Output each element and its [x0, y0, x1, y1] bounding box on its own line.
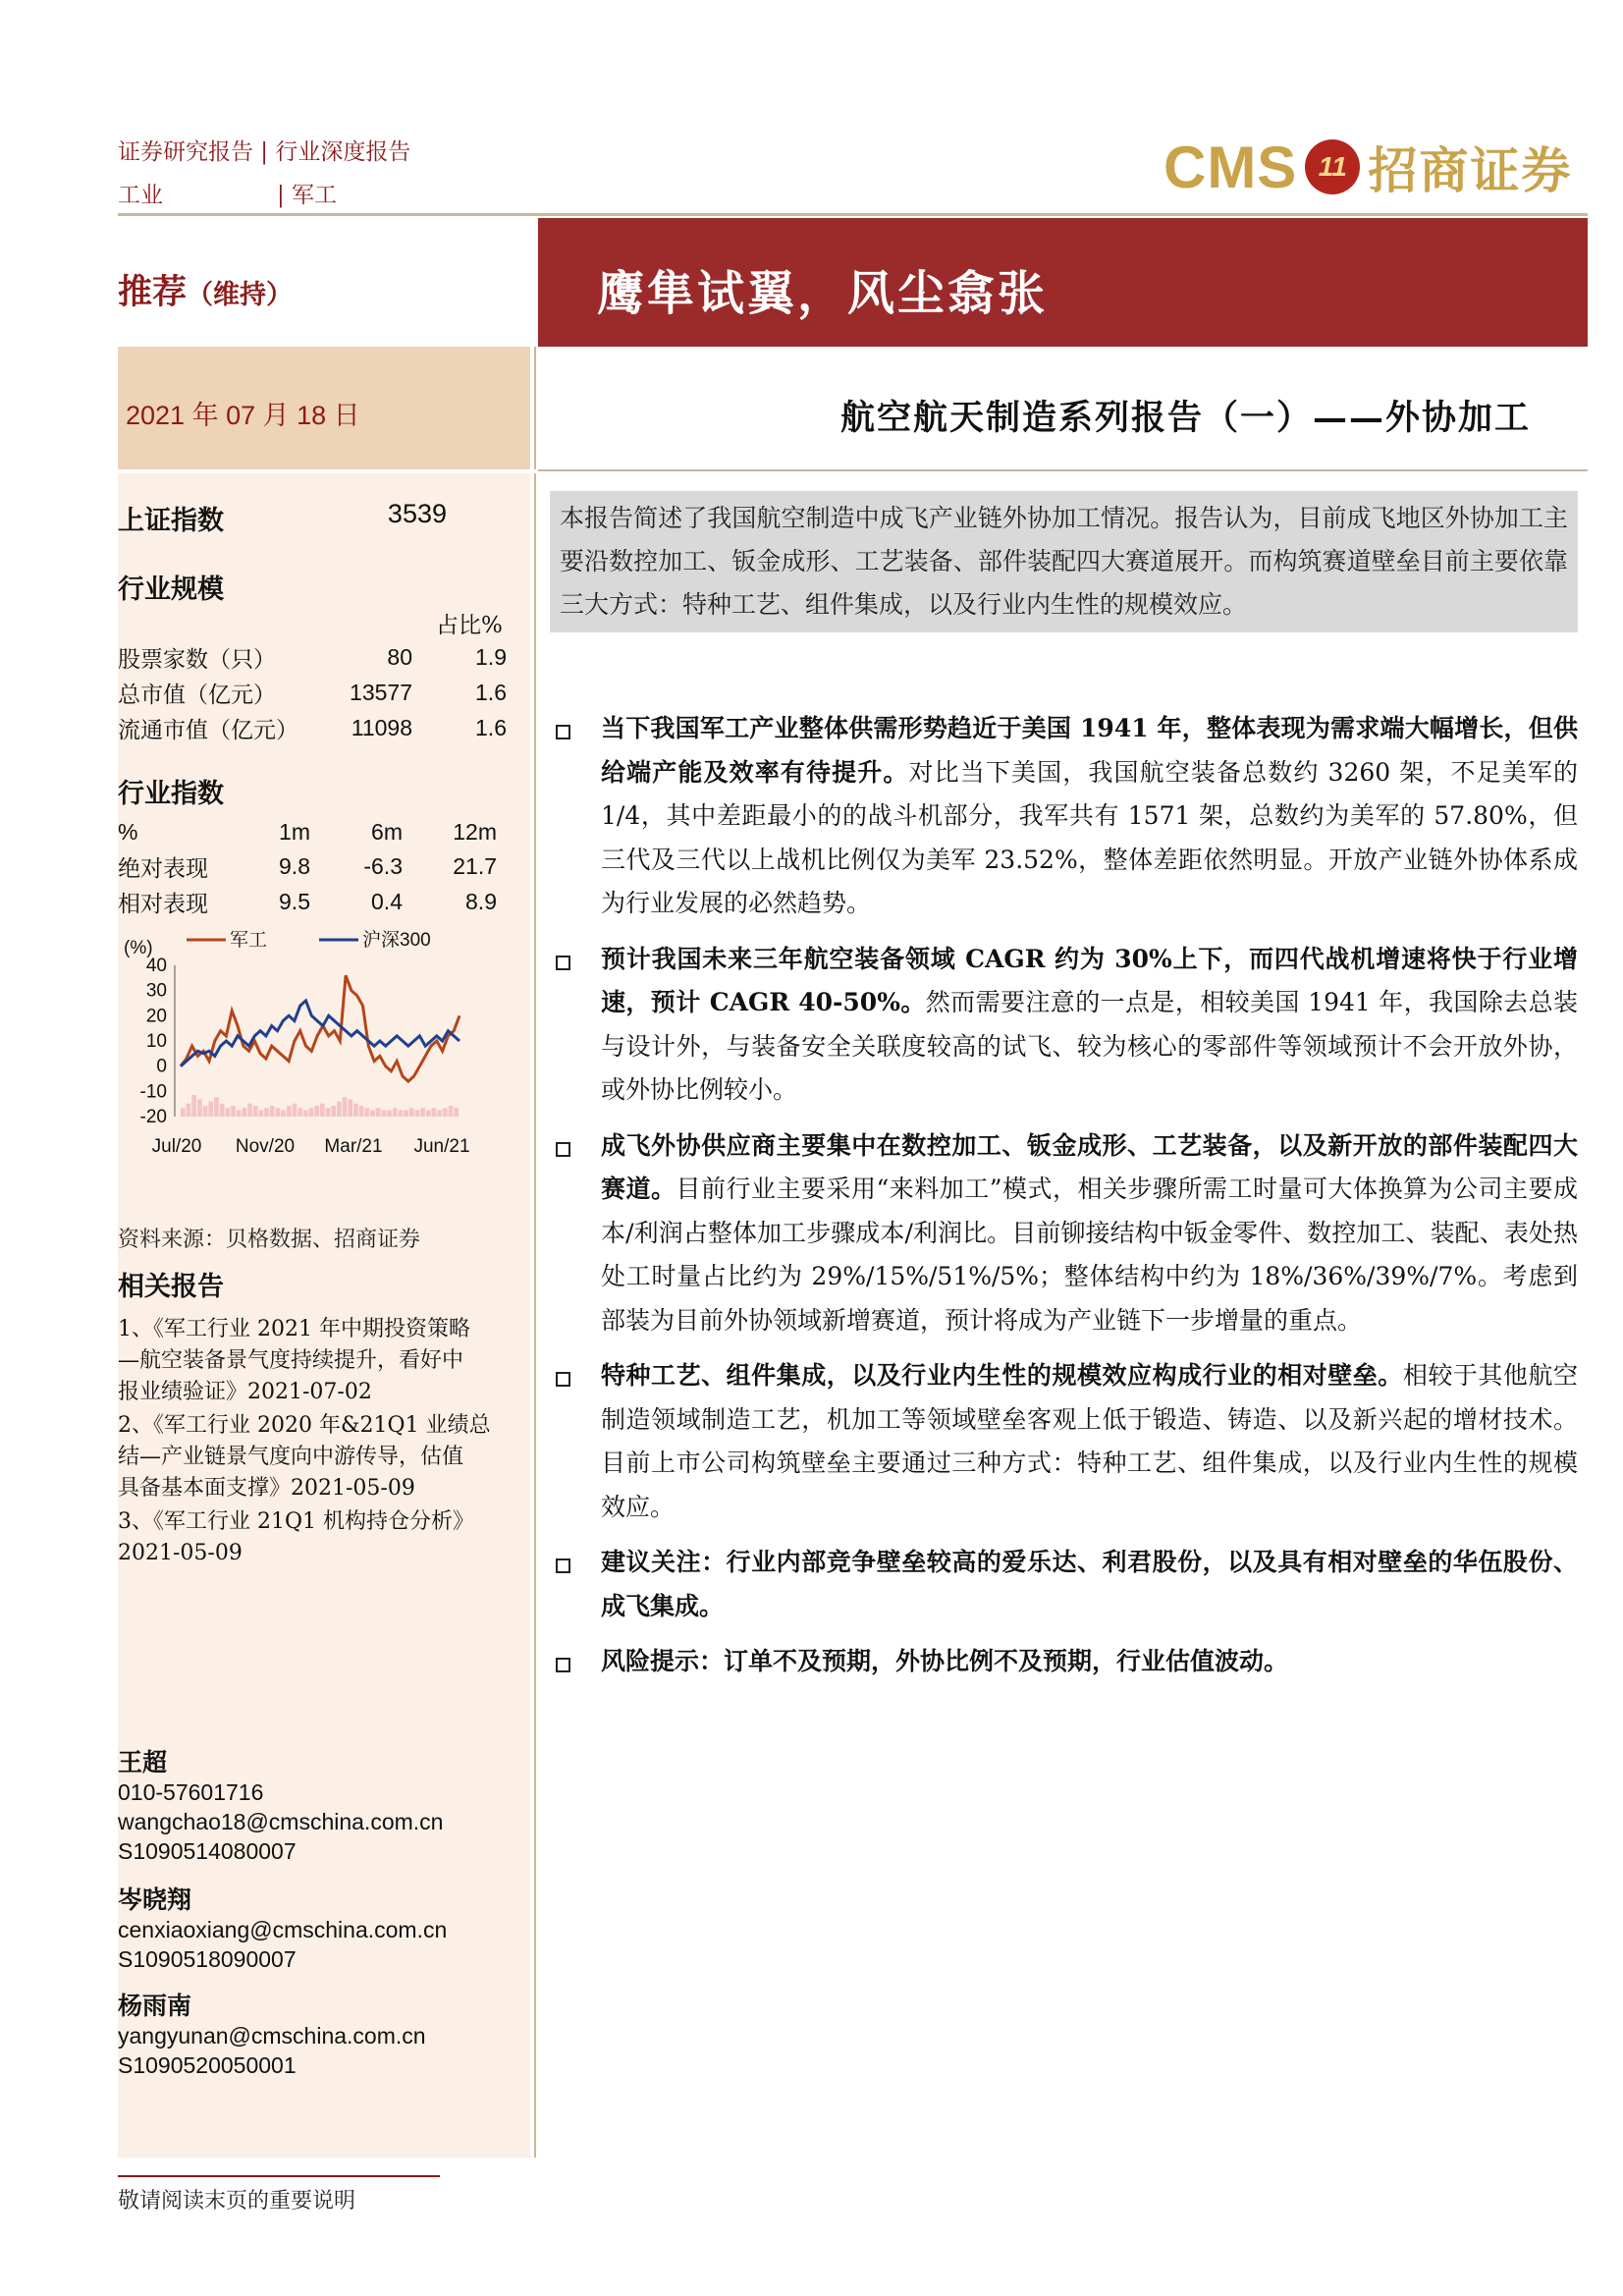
scale-col-header: 占比%	[436, 613, 503, 638]
volume-bar	[231, 1106, 236, 1117]
perf-row-12m: 21.7	[453, 853, 497, 879]
volume-bar	[364, 1108, 369, 1117]
perf-head-1m: 1m	[279, 819, 310, 845]
volume-bar	[220, 1104, 225, 1117]
date-box	[118, 347, 530, 469]
checkbox-icon	[556, 956, 570, 970]
related-line: 具备基本面支撑》2021-05-09	[118, 1476, 415, 1501]
bullet-item	[550, 1354, 1578, 1529]
header-rule	[118, 213, 1588, 216]
related-line: 2、《军工行业 2020 年&21Q1 业绩总	[118, 1413, 491, 1438]
checkbox-icon	[556, 725, 570, 739]
scale-row-pct: 1.6	[475, 680, 507, 705]
checkbox-icon	[556, 1658, 570, 1672]
volume-bar	[343, 1097, 348, 1117]
bullet-item	[550, 1124, 1578, 1343]
related-line: 3、《军工行业 21Q1 机构持仓分析》	[118, 1509, 475, 1534]
volume-bar	[426, 1110, 431, 1117]
y-tick-label: -10	[139, 1081, 167, 1103]
index-label: 上证指数	[118, 506, 224, 536]
volume-bar	[370, 1110, 375, 1117]
volume-bar	[264, 1108, 269, 1117]
analyst-email[interactable]: yangyunan@cmschina.com.cn	[118, 2023, 426, 2049]
volume-bar	[298, 1108, 302, 1117]
report-date: 2021 年 07 月 18 日	[126, 401, 360, 430]
sidebar-divider	[534, 473, 536, 2158]
volume-bar	[270, 1106, 275, 1117]
analyst-id: S1090520050001	[118, 2052, 297, 2078]
y-tick-label: 40	[145, 956, 167, 976]
analyst-card	[118, 1992, 426, 2080]
volume-bar	[420, 1108, 425, 1117]
analyst-card	[118, 1748, 443, 1866]
perf-head-pct: %	[118, 819, 138, 845]
volume-bar	[376, 1108, 381, 1117]
volume-bar	[437, 1110, 442, 1117]
chart-lines	[181, 975, 460, 1081]
volume-bar	[326, 1108, 331, 1117]
analyst-email[interactable]: wangchao18@cmschina.com.cn	[118, 1809, 444, 1834]
scale-row-label: 总市值（亿元）	[118, 683, 276, 708]
volume-bar	[314, 1106, 319, 1117]
chart-ylabel: (%)	[124, 938, 153, 958]
volume-bar	[208, 1102, 213, 1117]
bullet-text: 目前行业主要采用“来料加工”模式，相关步骤所需工时量可大体换算为公司主要成本/利润占整体加工步骤成本/利润比。目前铆接结构中钣金零件、数控加工、装配、表处热处工时量占比约为 29%/15%/51%/5%；整体结构中约为 18%/36%/39%/7%。考虑到部装为目前外协领域新增赛道，预计将成为产业链下一步增量的重点。	[601, 1175, 1578, 1335]
volume-bar	[259, 1110, 264, 1117]
rating-sub: （维持）	[187, 280, 294, 310]
volume-bar	[432, 1108, 437, 1117]
related-heading: 相关报告	[118, 1272, 224, 1302]
footer-rule	[118, 2175, 440, 2177]
volume-bar	[276, 1108, 281, 1117]
volume-bar	[237, 1110, 242, 1117]
related-line: 2021-05-09	[118, 1541, 243, 1565]
analyst-id: S1090518090007	[118, 1946, 297, 1972]
perf-row-label: 相对表现	[118, 892, 208, 917]
perf-head-12m: 12m	[453, 819, 497, 845]
scale-row-pct: 1.6	[475, 715, 507, 740]
volume-bar	[454, 1108, 459, 1117]
volume-bar	[409, 1108, 414, 1117]
bullet-bold: 预计我国未来三年航空装备领域 CAGR 约为 30%上下，而四代战机增速将快于行业增速，预计 CAGR 40-50%。	[601, 944, 1578, 1016]
volume-bar	[281, 1110, 286, 1117]
volume-bar	[225, 1108, 230, 1117]
volume-bar	[359, 1106, 364, 1117]
scale-row-value: 13577	[350, 680, 412, 705]
bullet-item	[550, 938, 1578, 1113]
perf-row-label: 绝对表现	[118, 856, 208, 882]
x-tick-label: Jun/21	[413, 1136, 470, 1157]
summary-box: 本报告简述了我国航空制造中成飞产业链外协加工情况。报告认为，目前成飞地区外协加工主要沿数控加工、钣金成形、工艺装备、部件装配四大赛道展开。而构筑赛道壁垒目前主要依靠三大方式：特种工艺、组件集成，以及行业内生性的规模效应。	[550, 491, 1578, 632]
volume-bar	[253, 1106, 258, 1117]
bullet-text: 对比当下美国，我国航空装备总数约 3260 架，不足美军的 1/4，其中差距最小的的战斗机部分，我军共有 1571 架，总数约为美军的 57.80%，但三代及三代以上战机比例仅为美军 23.52%，整体差距依然明显。开放产业链外协体系成为行业发展的必然趋势。	[601, 757, 1578, 917]
volume-bar	[242, 1108, 246, 1117]
volume-bar	[181, 1108, 186, 1117]
volume-bar	[309, 1108, 314, 1117]
perf-row-12m: 8.9	[465, 889, 497, 914]
bullet-bold: 特种工艺、组件集成，以及行业内生性的规模效应构成行业的相对壁垒。	[601, 1361, 1403, 1390]
related-item[interactable]	[118, 1314, 530, 1408]
analyst-name: 杨雨南	[118, 1992, 192, 2020]
chart-source: 资料来源：贝格数据、招商证券	[118, 1228, 421, 1252]
volume-bar	[381, 1110, 386, 1117]
legend-label: 沪深300	[362, 930, 431, 951]
scale-row-label: 流通市值（亿元）	[118, 718, 298, 743]
volume-bar	[331, 1106, 336, 1117]
sector-label: | 军工	[277, 183, 338, 208]
chart-yticks	[140, 956, 175, 1127]
y-tick-label: 20	[145, 1006, 167, 1027]
perf-head-6m: 6m	[371, 819, 403, 845]
y-tick-label: 30	[145, 980, 167, 1002]
checkbox-icon	[556, 1142, 570, 1157]
logo	[1163, 133, 1572, 201]
bullet-bold: 风险提示：订单不及预期，外协比例不及预期，行业估值波动。	[601, 1647, 1289, 1675]
report-title: 鹰隼试翼，风尘翕张	[597, 266, 1049, 321]
volume-bar	[197, 1099, 202, 1117]
bullet-text: 然而需要注意的一点是，相较美国 1941 年，我国除去总装与设计外，与装备安全关联度较高的试飞、较为核心的零部件等领域预计不会开放外协，或外协比例较小。	[601, 988, 1578, 1104]
bullet-item	[550, 707, 1578, 926]
footer-note: 敬请阅读末页的重要说明	[118, 2189, 356, 2214]
scale-row-pct: 1.9	[475, 644, 507, 670]
bullet-list	[550, 707, 1578, 1696]
volume-bar	[191, 1095, 196, 1117]
scale-row-label: 股票家数（只）	[118, 647, 276, 673]
volume-bar	[415, 1110, 420, 1117]
perf-row-6m: -6.3	[363, 853, 403, 879]
bullet-bold: 当下我国军工产业整体供需形势趋近于美国 1941 年，整体表现为需求端大幅增长，但供给端产能及效率有待提升。	[601, 714, 1578, 787]
chart-volume-bars	[181, 1095, 459, 1117]
divider	[534, 347, 536, 469]
legend-label: 军工	[230, 930, 268, 951]
analyst-email[interactable]: cenxiaoxiang@cmschina.com.cn	[118, 1917, 448, 1942]
x-tick-label: Nov/20	[235, 1136, 296, 1157]
volume-bar	[303, 1110, 308, 1117]
scale-row-value: 11098	[351, 715, 412, 740]
analyst-name: 岑晓翔	[118, 1886, 192, 1914]
analyst-name: 王超	[118, 1748, 168, 1777]
subtitle-rule	[538, 469, 1588, 471]
index-value: 3539	[387, 499, 447, 528]
y-tick-label: 0	[156, 1056, 167, 1077]
rating	[118, 265, 293, 314]
bullet-bold: 成飞外协供应商主要集中在数控加工、钣金成形、工艺装备，以及新开放的部件装配四大赛道。	[601, 1130, 1578, 1203]
rating-main: 推荐	[118, 272, 188, 312]
checkbox-icon	[556, 1372, 570, 1387]
chart-legend	[187, 929, 431, 951]
perf-row-1m: 9.5	[279, 889, 310, 914]
x-tick-label: Jul/20	[151, 1136, 202, 1157]
logo-badge-icon: 11	[1305, 139, 1360, 194]
report-subtitle: 航空航天制造系列报告（一）——外协加工	[839, 398, 1531, 438]
y-tick-label: -20	[139, 1107, 167, 1127]
perf-row-1m: 9.8	[279, 853, 310, 879]
volume-bar	[337, 1102, 342, 1117]
performance-chart	[118, 928, 530, 1164]
volume-bar	[404, 1110, 408, 1117]
volume-bar	[320, 1104, 325, 1117]
related-line: 结—产业链景气度向中游传导，估值	[118, 1445, 464, 1469]
volume-bar	[247, 1104, 252, 1117]
bullet-bold: 建议关注：行业内部竞争壁垒较高的爱乐达、利君股份，以及具有相对壁垒的华伍股份、成飞集成。	[601, 1548, 1578, 1620]
related-line: —航空装备景气度持续提升，看好中	[118, 1348, 464, 1373]
chart-xticks	[152, 1136, 470, 1157]
bullet-text: 相较于其他航空制造领域制造工艺，机加工等领域壁垒客观上低于锻造、铸造、以及新兴起的增材技术。目前上市公司构筑壁垒主要通过三种方式：特种工艺、组件集成，以及行业内生性的规模效应。	[601, 1361, 1578, 1521]
volume-bar	[214, 1097, 219, 1117]
volume-bar	[443, 1108, 448, 1117]
bullet-item	[550, 1640, 1578, 1684]
perf-row-6m: 0.4	[371, 889, 403, 914]
analyst-card	[118, 1886, 447, 1974]
volume-bar	[187, 1104, 191, 1117]
logo-cms-text: CMS	[1163, 134, 1298, 200]
x-tick-label: Mar/21	[324, 1136, 383, 1157]
volume-bar	[348, 1099, 352, 1117]
volume-bar	[387, 1110, 392, 1117]
volume-bar	[293, 1104, 298, 1117]
related-item[interactable]	[118, 1506, 530, 1569]
related-line: 1、《军工行业 2021 年中期投资策略	[118, 1317, 470, 1341]
series-line	[181, 975, 460, 1081]
volume-bar	[353, 1104, 358, 1117]
logo-cn-text: 招商证券	[1368, 141, 1573, 199]
related-item[interactable]	[118, 1410, 530, 1504]
related-line: 报业绩验证》2021-07-02	[118, 1380, 372, 1404]
checkbox-icon	[556, 1558, 570, 1573]
volume-bar	[449, 1106, 454, 1117]
analyst-id: S1090514080007	[118, 1838, 297, 1864]
volume-bar	[393, 1108, 398, 1117]
industry-label: 工业	[118, 183, 163, 208]
volume-bar	[399, 1110, 404, 1117]
volume-bar	[287, 1106, 292, 1117]
perf-heading: 行业指数	[118, 779, 224, 809]
y-tick-label: 10	[145, 1031, 167, 1052]
analyst-phone: 010-57601716	[118, 1779, 264, 1805]
bullet-item	[550, 1541, 1578, 1628]
report-type: 证券研究报告 | 行业深度报告	[118, 139, 411, 165]
scale-heading: 行业规模	[118, 574, 224, 605]
title-band	[538, 218, 1588, 347]
scale-row-value: 80	[387, 644, 412, 670]
volume-bar	[203, 1106, 208, 1117]
